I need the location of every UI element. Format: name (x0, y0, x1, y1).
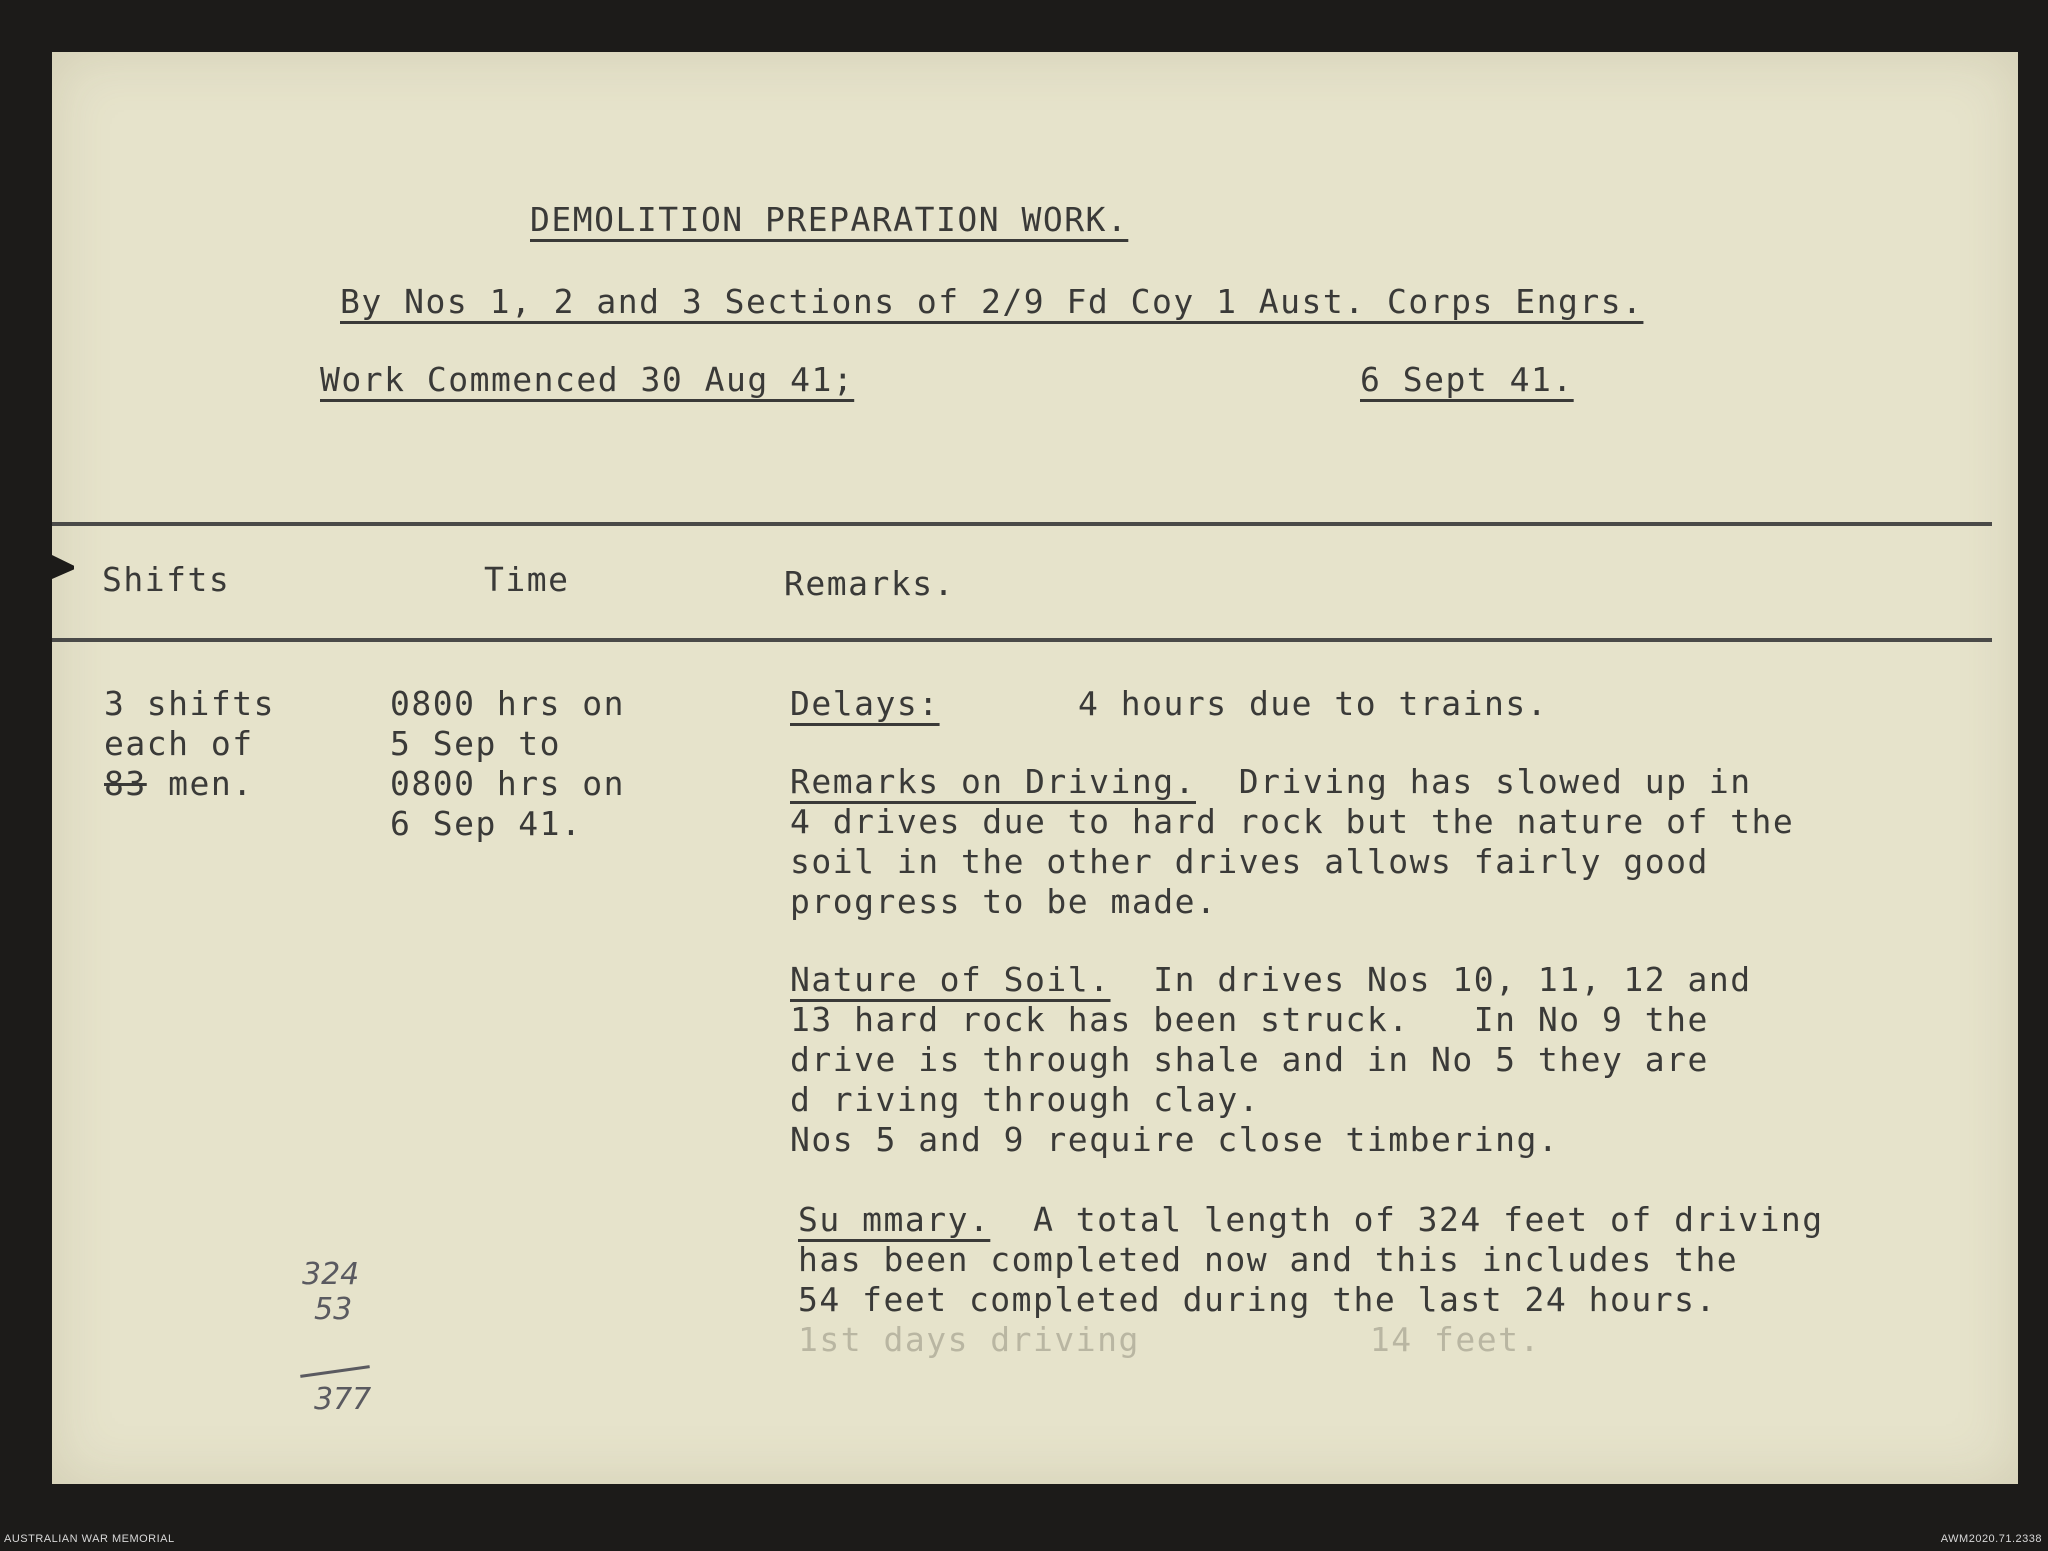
time-line-4: 6 Sep 41. (390, 804, 583, 843)
time-line-2: 5 Sep to (390, 724, 561, 763)
driving-line-4: progress to be made. (790, 882, 1218, 921)
column-header-shifts: Shifts (102, 560, 231, 599)
footer-right: AWM2020.71.2338 (1940, 1533, 2042, 1545)
column-header-time: Time (484, 560, 570, 599)
summary-heading: Su mmary. (798, 1200, 991, 1239)
soil-heading: Nature of Soil. (790, 960, 1111, 999)
driving-line-2: 4 drives due to hard rock but the nature of the (790, 802, 1795, 841)
driving-line-1: Remarks on Driving. Driving has slowed up in (790, 762, 1752, 801)
document-page (52, 52, 2018, 1484)
crossed-out-number: 83 (104, 764, 147, 803)
pencil-note-3: 377 (314, 1382, 372, 1417)
time-line-1: 0800 hrs on (390, 684, 626, 723)
time-line-3: 0800 hrs on (390, 764, 626, 803)
shifts-line-1: 3 shifts (104, 684, 275, 723)
soil-line-3: drive is through shale and in No 5 they are (790, 1040, 1709, 1079)
document-subtitle: By Nos 1, 2 and 3 Sections of 2/9 Fd Coy 1 Aust. Corps Engrs. (340, 282, 1644, 321)
summary-line-3: 54 feet completed during the last 24 hours. (798, 1280, 1717, 1319)
footer-left: AUSTRALIAN WAR MEMORIAL (4, 1533, 175, 1545)
summary-line-1: Su mmary. A total length of 324 feet of driving (798, 1200, 1824, 1239)
delays-text: 4 hours due to trains. (1078, 684, 1549, 723)
document-title: DEMOLITION PREPARATION WORK. (530, 200, 1129, 239)
pencil-note-1: 324 (302, 1257, 360, 1292)
summary-line-2: has been completed now and this includes the (798, 1240, 1739, 1279)
soil-line-4: d riving through clay. (790, 1080, 1261, 1119)
soil-line-5: Nos 5 and 9 require close timbering. (790, 1120, 1560, 1159)
shifts-line-3: 83 men. (104, 764, 254, 803)
delays-heading: Delays: (790, 684, 940, 723)
column-header-remarks: Remarks. (784, 564, 955, 603)
table-header-rule (52, 638, 1992, 642)
pencil-note-2: 53 (314, 1292, 353, 1327)
soil-line-2: 13 hard rock has been struck. In No 9 the (790, 1000, 1709, 1039)
faded-line: 1st days driving 14 feet. (798, 1320, 1541, 1359)
soil-line-1: Nature of Soil. In drives Nos 10, 11, 12 and (790, 960, 1752, 999)
work-commenced: Work Commenced 30 Aug 41; (320, 360, 855, 399)
driving-line-3: soil in the other drives allows fairly good (790, 842, 1709, 881)
table-top-rule (52, 522, 1992, 526)
pencil-sum-line (300, 1365, 370, 1378)
driving-heading: Remarks on Driving. (790, 762, 1196, 801)
shifts-line-2: each of (104, 724, 254, 763)
report-date: 6 Sept 41. (1360, 360, 1574, 399)
